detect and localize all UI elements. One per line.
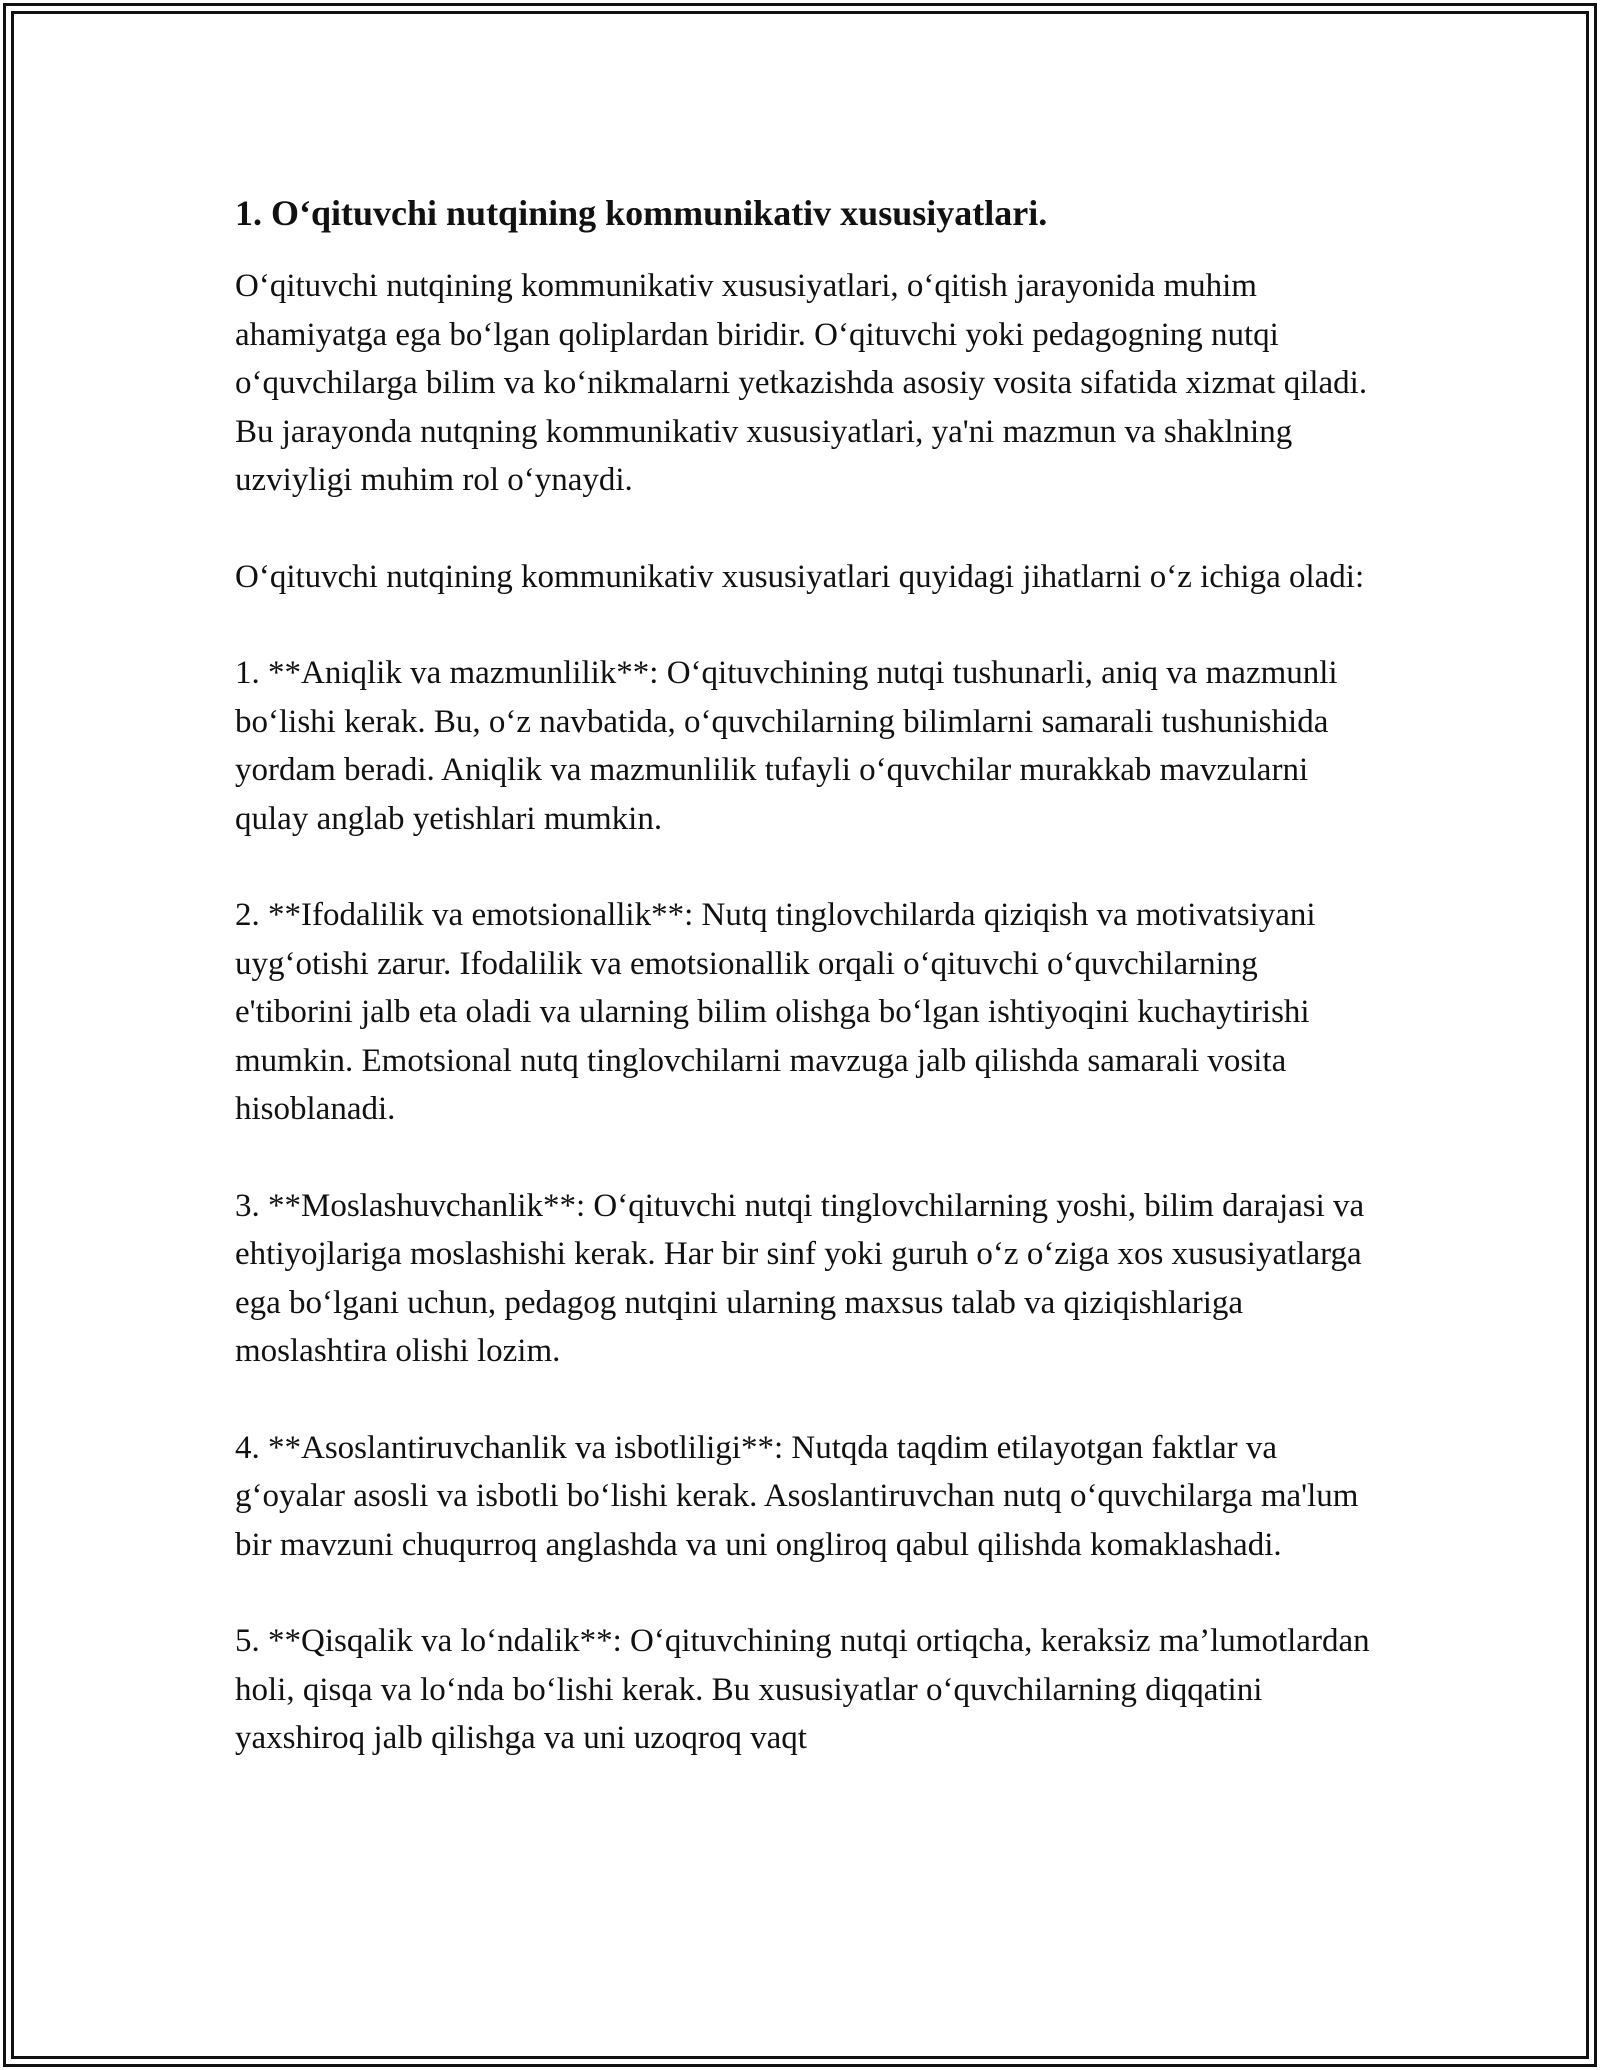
list-item-5: 5. **Qisqalik va lo‘ndalik**: O‘qituvchining nutqi ortiqcha, keraksiz ma’lumotlardan holi, qisqa va lo‘nda bo‘lishi kerak. Bu xususiyatlar o‘quvchilarning diqqatini yaxshiroq jalb qilishga va uni uzoqroq vaqt <box>235 1623 1370 1756</box>
list-item-1: 1. **Aniqlik va mazmunlilik**: O‘qituvchining nutqi tushunarli, aniq va mazmunli bo‘lishi kerak. Bu, o‘z navbatida, o‘quvchilarning bilimlarni samarali tushunishida yordam beradi. Aniqlik va mazmunlilik tufayli o‘quvchilar murakkab mavzularni qulay anglab yetishlari mumkin. <box>235 655 1338 837</box>
list-item-3: 3. **Moslashuvchanlik**: O‘qituvchi nutqi tinglovchilarning yoshi, bilim darajasi va ehtiyojlariga moslashishi kerak. Har bir sinf yoki guruh o‘z o‘ziga xos xususiyatlarga ega bo‘lgani uchun, pedagog nutqini ularning maxsus talab va qiziqishlariga moslashtira olishi lozim. <box>235 1187 1365 1369</box>
section-heading: 1. O‘qituvchi nutqining kommunikativ xususiyatlari. <box>235 193 1048 233</box>
list-item-2: 2. **Ifodalilik va emotsionallik**: Nutq tinglovchilarda qiziqish va motivatsiyani uyg‘otishi zarur. Ifodalilik va emotsionallik orqali o‘qituvchi o‘quvchilarning e'tiborini jalb eta oladi va ularning bilim olishga bo‘lgan ishtiyoqini kuchaytirishi mumkin. Emotsional nutq tinglovchilarni mavzuga jalb qilishda samarali vosita hisoblanadi. <box>235 897 1316 1127</box>
document-body <box>235 182 1375 1811</box>
list-item-4: 4. **Asoslantiruvchanlik va isbotliligi**: Nutqda taqdim etilayotgan faktlar va g‘oyalar asosli va isbotli bo‘lishi kerak. Asoslantiruvchan nutq o‘quvchilarga ma'lum bir mavzuni chuqurroq anglashda va uni ongliroq qabul qilishda komaklashadi. <box>235 1429 1359 1563</box>
intro-paragraph: O‘qituvchi nutqining kommunikativ xususiyatlari, o‘qitish jarayonida muhim ahamiyatga ega bo‘lgan qoliplardan biridir. O‘qituvchi yoki pedagogning nutqi o‘quvchilarga bilim va ko‘nikmalarni yetkazishda asosiy vosita sifatida xizmat qiladi. Bu jarayonda nutqning kommunikativ xususiyatlari, ya'ni mazmun va shaklning uzviyligi muhim rol o‘ynaydi. <box>235 268 1368 498</box>
list-intro-paragraph: O‘qituvchi nutqining kommunikativ xususiyatlari quyidagi jihatlarni o‘z ichiga oladi: <box>235 558 1365 595</box>
